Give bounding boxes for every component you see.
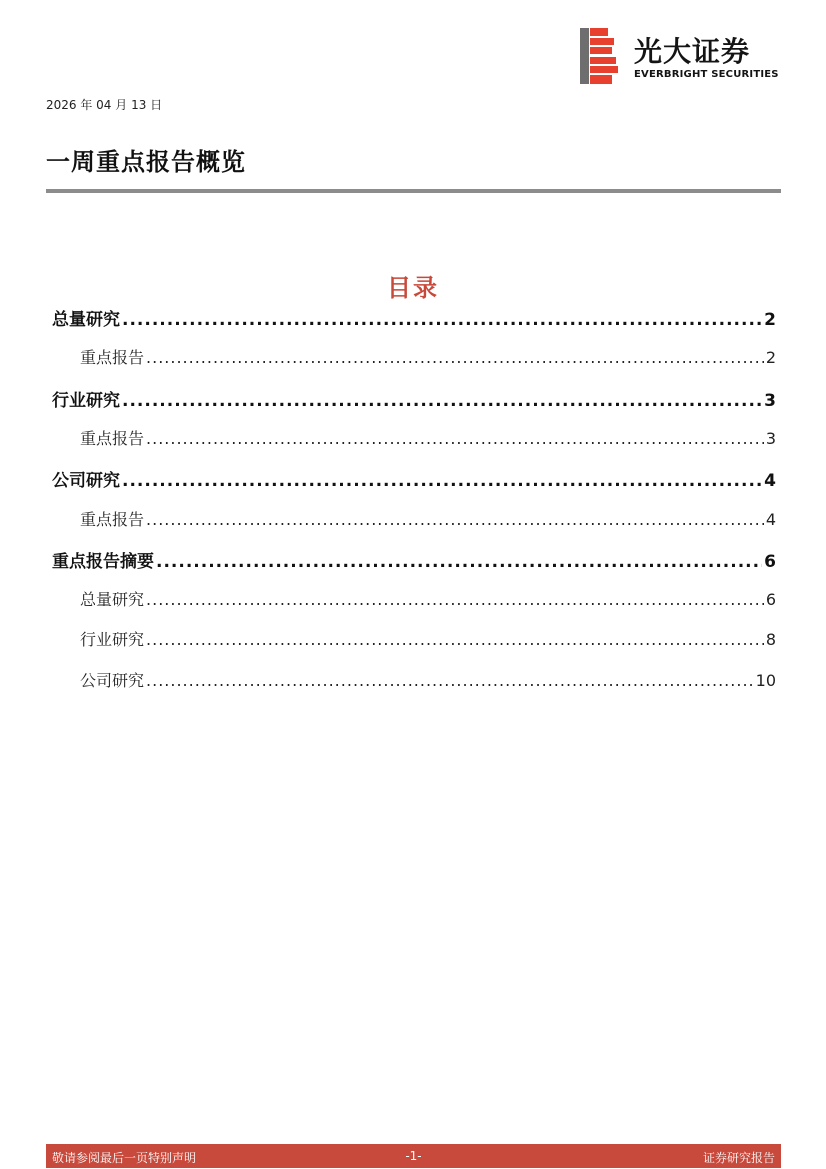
- toc-leader-dots: [146, 630, 764, 649]
- toc-leader-dots: [146, 348, 764, 367]
- toc-title: 目录: [387, 274, 439, 302]
- toc-leader-dots: [122, 391, 762, 411]
- toc-entry-label: 总量研究: [80, 590, 145, 610]
- toc-entry-page: 6: [765, 590, 776, 610]
- toc-leader-dots: [146, 429, 764, 448]
- toc-leader-dots: [122, 471, 762, 491]
- toc-entry-label: 重点报告摘要: [52, 551, 154, 572]
- toc-entry-page: 10: [755, 670, 776, 690]
- toc-entry-page: 3: [764, 390, 776, 411]
- toc-entry-label: 总量研究: [52, 310, 120, 330]
- toc-entry-label: 行业研究: [52, 390, 120, 411]
- toc-entry-page: 6: [764, 551, 776, 572]
- toc-leader-dots: [146, 510, 764, 529]
- toc-leader-dots: [146, 590, 764, 609]
- toc-entry-page: 4: [764, 471, 776, 492]
- everbright-b-logo-icon: [580, 28, 620, 84]
- toc-leader-dots: [122, 310, 762, 330]
- toc-entry[interactable]: [52, 668, 776, 698]
- toc-entry-page: 8: [765, 630, 776, 650]
- report-date: 2026 年 04 月 13 日: [46, 98, 163, 112]
- page-title: 一周重点报告概览: [46, 148, 246, 176]
- toc-entry[interactable]: [52, 507, 776, 537]
- brand-logo: [580, 24, 780, 88]
- toc-entry[interactable]: [52, 547, 776, 577]
- page-footer: [46, 1144, 781, 1168]
- toc-entry-label: 重点报告: [80, 509, 145, 529]
- toc-entry[interactable]: [52, 345, 776, 375]
- toc-entry-page: 3: [765, 428, 776, 448]
- footer-page-number: -1-: [405, 1149, 422, 1163]
- toc-entry[interactable]: [52, 466, 776, 496]
- toc-entry[interactable]: [52, 587, 776, 617]
- brand-name-cn: 光大证券: [634, 35, 751, 68]
- toc-leader-dots: [146, 671, 754, 690]
- brand-name-en: EVERBRIGHT SECURITIES: [634, 69, 779, 80]
- toc-leader-dots: [156, 552, 762, 572]
- toc-entry[interactable]: [52, 305, 776, 335]
- toc-entry-page: 2: [765, 348, 776, 368]
- toc-entry-label: 重点报告: [80, 428, 145, 448]
- title-divider: [46, 189, 781, 193]
- toc-entry[interactable]: [52, 386, 776, 416]
- footer-disclaimer: 敬请参阅最后一页特别声明: [52, 1151, 197, 1165]
- toc-entry[interactable]: [52, 426, 776, 456]
- toc-entry-label: 公司研究: [52, 471, 120, 492]
- toc-entry-page: 4: [765, 509, 776, 529]
- toc-entry-page: 2: [764, 310, 776, 330]
- toc-entry-label: 重点报告: [80, 348, 145, 368]
- footer-doc-type: 证券研究报告: [702, 1151, 775, 1165]
- toc-entry-label: 行业研究: [80, 630, 145, 650]
- toc-entry-label: 公司研究: [80, 670, 145, 690]
- toc-entry[interactable]: [52, 627, 776, 657]
